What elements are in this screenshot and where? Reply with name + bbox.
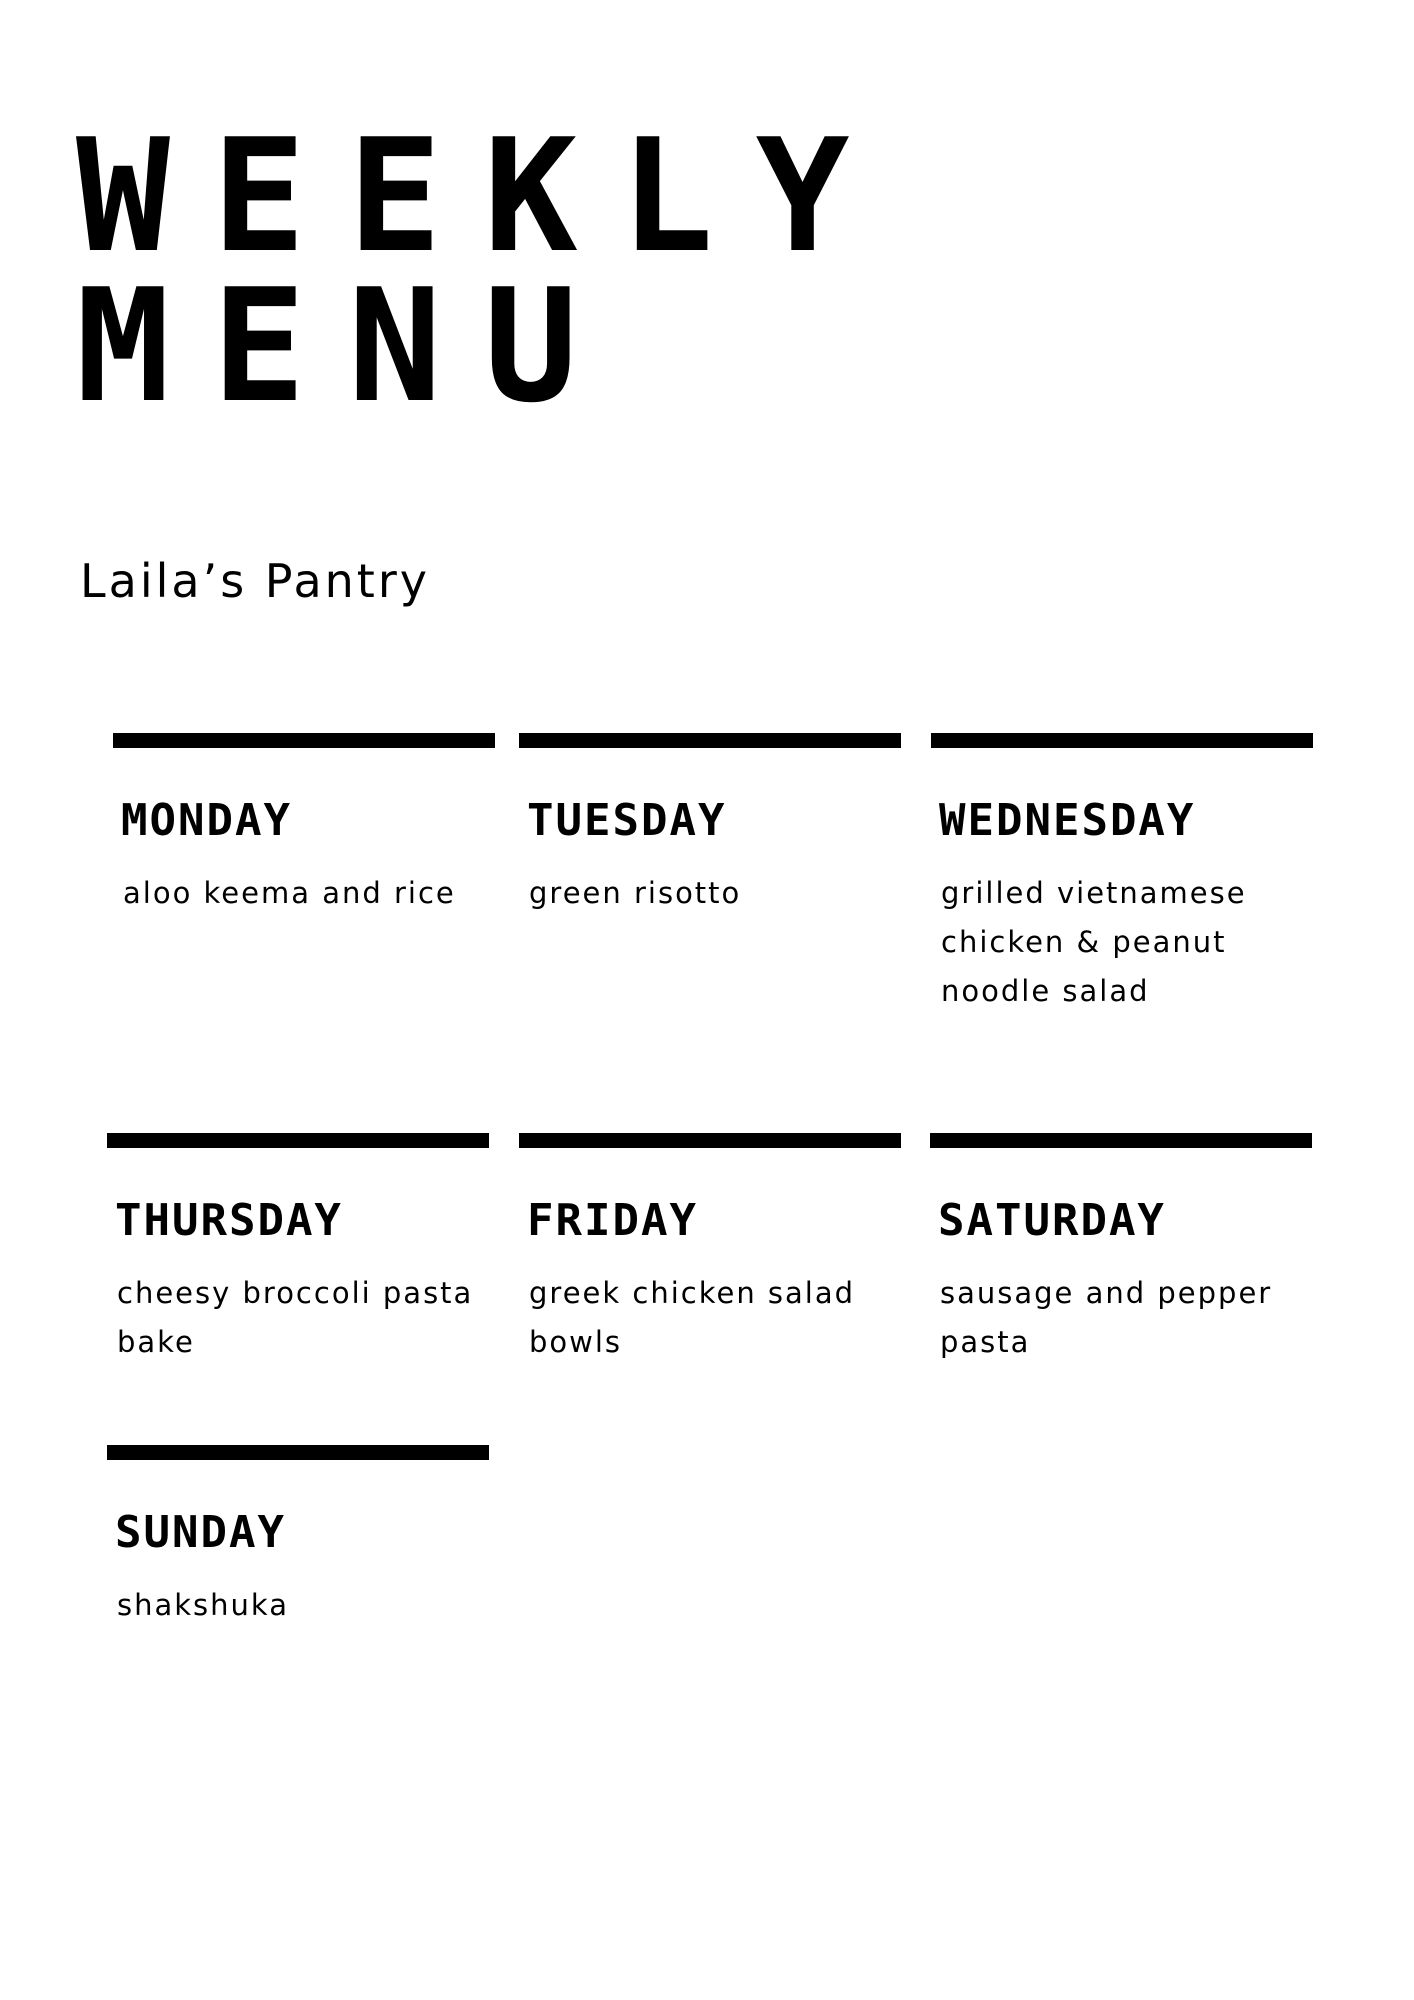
divider-bar [107,1445,489,1460]
meal-description: grilled vietnamese chicken & peanut noodle salad [941,876,1247,1008]
day-card-friday [519,1133,901,1359]
meal-description: green risotto [529,876,742,910]
day-name: FRIDAY [527,1195,698,1246]
divider-bar [519,733,901,748]
divider-bar [113,733,495,748]
page-title-line-2: MENU [76,255,620,437]
day-card-sunday [107,1445,489,1622]
day-card-wednesday [931,733,1313,1008]
meal-description: cheesy broccoli pasta bake [117,1276,474,1359]
day-card-thursday [107,1133,489,1359]
divider-bar [519,1133,901,1148]
divider-bar [930,1133,1312,1148]
subtitle: Laila’s Pantry [80,554,430,608]
meal-description: sausage and pepper pasta [940,1276,1273,1359]
day-name: THURSDAY [115,1195,343,1246]
day-name: MONDAY [121,795,292,846]
day-card-tuesday [519,733,901,910]
day-name: WEDNESDAY [939,795,1196,846]
meal-description: shakshuka [117,1588,289,1622]
page-title-line-1: WEEKLY [76,105,892,287]
meal-description: aloo keema and rice [123,876,456,910]
day-name: TUESDAY [527,795,727,846]
day-name: SUNDAY [115,1507,286,1558]
divider-bar [931,733,1313,748]
day-card-saturday [930,1133,1312,1359]
day-card-monday [113,733,495,910]
meal-description: greek chicken salad bowls [529,1276,856,1359]
divider-bar [107,1133,489,1148]
day-name: SATURDAY [938,1195,1166,1246]
